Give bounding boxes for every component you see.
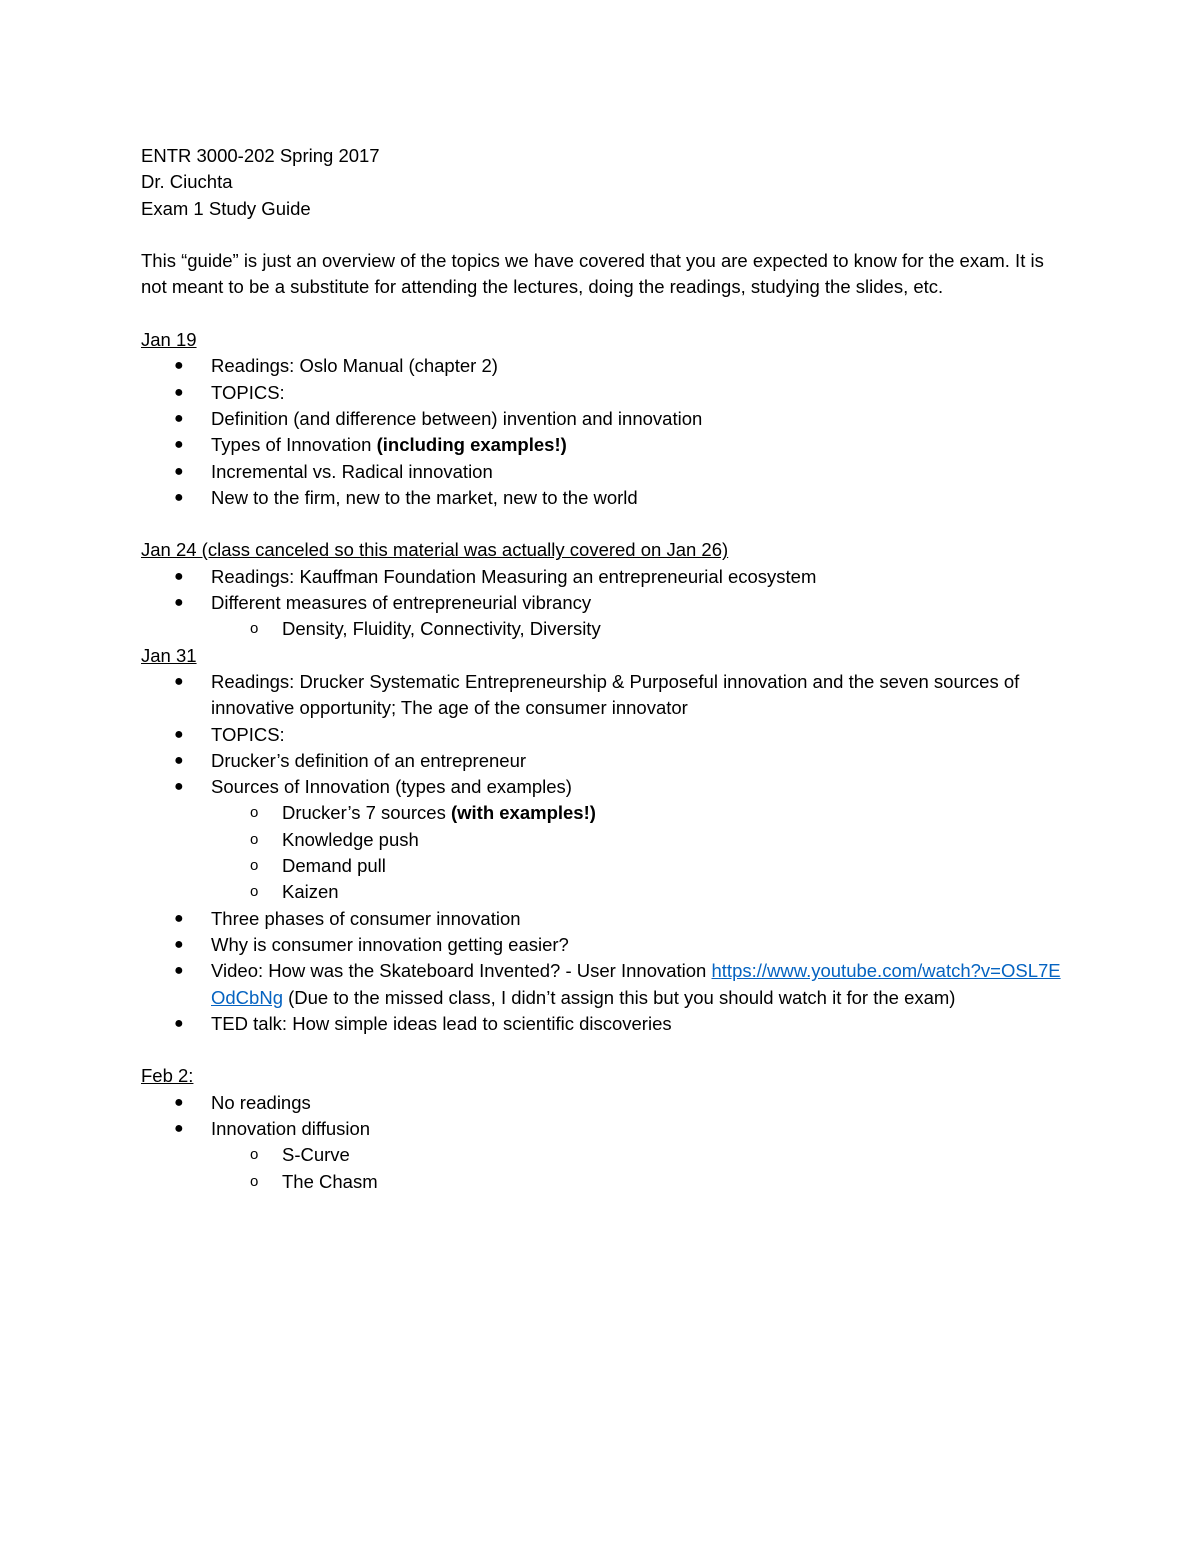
bullet-icon: ●: [174, 409, 184, 427]
document-title: Exam 1 Study Guide: [141, 197, 311, 219]
list-item: ● TOPICS:: [141, 380, 1061, 406]
sub-bullet-icon: o: [250, 857, 259, 875]
spacer: [141, 301, 1061, 327]
spacer: [141, 511, 1061, 537]
section-date-jan19: Jan 19: [141, 329, 197, 351]
intro-paragraph: This “guide” is just an overview of the topics we have covered that you are expected to know for the exam. It is not meant to be a substitute for attending the lectures, doing the readings, studying the slides, etc.: [141, 250, 1044, 298]
list-item: o Drucker’s 7 sources (with examples!): [211, 800, 1061, 826]
list-item: ● TED talk: How simple ideas lead to scientific discoveries: [141, 1011, 1061, 1037]
jan24-sublist: [211, 616, 1061, 642]
bullet-icon: ●: [174, 383, 184, 401]
feb2-sublist: [211, 1142, 1061, 1195]
section-date-feb2: Feb 2:: [141, 1065, 194, 1087]
emphasis-text: (including examples!): [376, 434, 567, 456]
sub-bullet-icon: o: [250, 804, 259, 822]
section-date-jan31: Jan 31: [141, 644, 197, 666]
bullet-icon: ●: [174, 751, 184, 769]
spacer: [141, 222, 1061, 248]
list-item: ● New to the firm, new to the market, new to the world: [141, 485, 1061, 511]
list-item: ● Readings: Oslo Manual (chapter 2): [141, 353, 1061, 379]
bullet-icon: ●: [174, 594, 184, 612]
sub-bullet-icon: o: [250, 1146, 259, 1164]
study-guide-page: [141, 143, 1061, 1195]
bullet-icon: ●: [174, 909, 184, 927]
list-item: o S-Curve: [211, 1142, 1061, 1168]
sub-bullet-icon: o: [250, 620, 259, 638]
instructor-name: Dr. Ciuchta: [141, 171, 233, 193]
list-item: ● Drucker’s definition of an entrepreneur: [141, 748, 1061, 774]
bullet-icon: ●: [174, 672, 184, 690]
list-item: ● Different measures of entrepreneurial vibrancy: [141, 590, 1061, 616]
list-item: ● Incremental vs. Radical innovation: [141, 459, 1061, 485]
bullet-icon: ●: [174, 935, 184, 953]
jan19-list: [141, 353, 1061, 511]
feb2-list: [141, 1090, 1061, 1143]
emphasis-text: (with examples!): [450, 802, 596, 824]
section-date-jan24: Jan 24 (class canceled so this material was actually covered on Jan 26): [141, 539, 729, 561]
jan31-list: [141, 669, 1061, 800]
jan31-sources-sublist: [211, 800, 1061, 905]
bullet-icon: ●: [174, 462, 184, 480]
bullet-icon: ●: [174, 567, 184, 585]
bullet-icon: ●: [174, 778, 184, 796]
list-item: ● No readings: [141, 1090, 1061, 1116]
sub-bullet-icon: o: [250, 883, 259, 901]
sub-bullet-icon: o: [250, 830, 259, 848]
bullet-icon: ●: [174, 1093, 184, 1111]
list-item: ● Sources of Innovation (types and examples): [141, 774, 1061, 800]
bullet-icon: ●: [174, 357, 184, 375]
list-item: ● Video: How was the Skateboard Invented? - User Innovation https://www.youtube.com/watch?v=OSL7EOdCbNg (Due to the missed class, I didn’t assign this but you should watch it for the exam): [174, 960, 1061, 1008]
list-item: ● Types of Innovation (including examples!): [141, 432, 1061, 458]
list-item: ● Definition (and difference between) invention and innovation: [141, 406, 1061, 432]
bullet-icon: ●: [174, 725, 184, 743]
list-item: ● Why is consumer innovation getting easier?: [141, 932, 1061, 958]
youtube-video-link[interactable]: https://www.youtube.com/watch?v=OSL7EOdCbNg: [211, 960, 1061, 1008]
list-item: ● Three phases of consumer innovation: [141, 906, 1061, 932]
spacer: [141, 1037, 1061, 1063]
list-item: ● Readings: Kauffman Foundation Measuring an entrepreneurial ecosystem: [141, 564, 1061, 590]
list-item: o Demand pull: [211, 853, 1061, 879]
sub-bullet-icon: o: [250, 1172, 259, 1190]
list-item: o Kaizen: [211, 879, 1061, 905]
list-item: ● Innovation diffusion: [141, 1116, 1061, 1142]
bullet-icon: ●: [174, 488, 184, 506]
bullet-icon: ●: [174, 1119, 184, 1137]
list-item: ● Readings: Drucker Systematic Entrepreneurship & Purposeful innovation and the seven sources of innovative opportunity; The age of the consumer innovator: [174, 670, 1020, 719]
jan24-list: [141, 564, 1061, 617]
list-item: ● TOPICS:: [141, 722, 1061, 748]
list-item: o Density, Fluidity, Connectivity, Diversity: [211, 616, 1061, 642]
course-heading: ENTR 3000-202 Spring 2017: [141, 145, 380, 166]
bullet-icon: ●: [174, 436, 184, 454]
list-item: o The Chasm: [211, 1169, 1061, 1195]
bullet-icon: ●: [174, 1014, 184, 1032]
jan31-list-continued: [141, 906, 1061, 1037]
list-item: o Knowledge push: [211, 827, 1061, 853]
bullet-icon: ●: [174, 962, 184, 980]
